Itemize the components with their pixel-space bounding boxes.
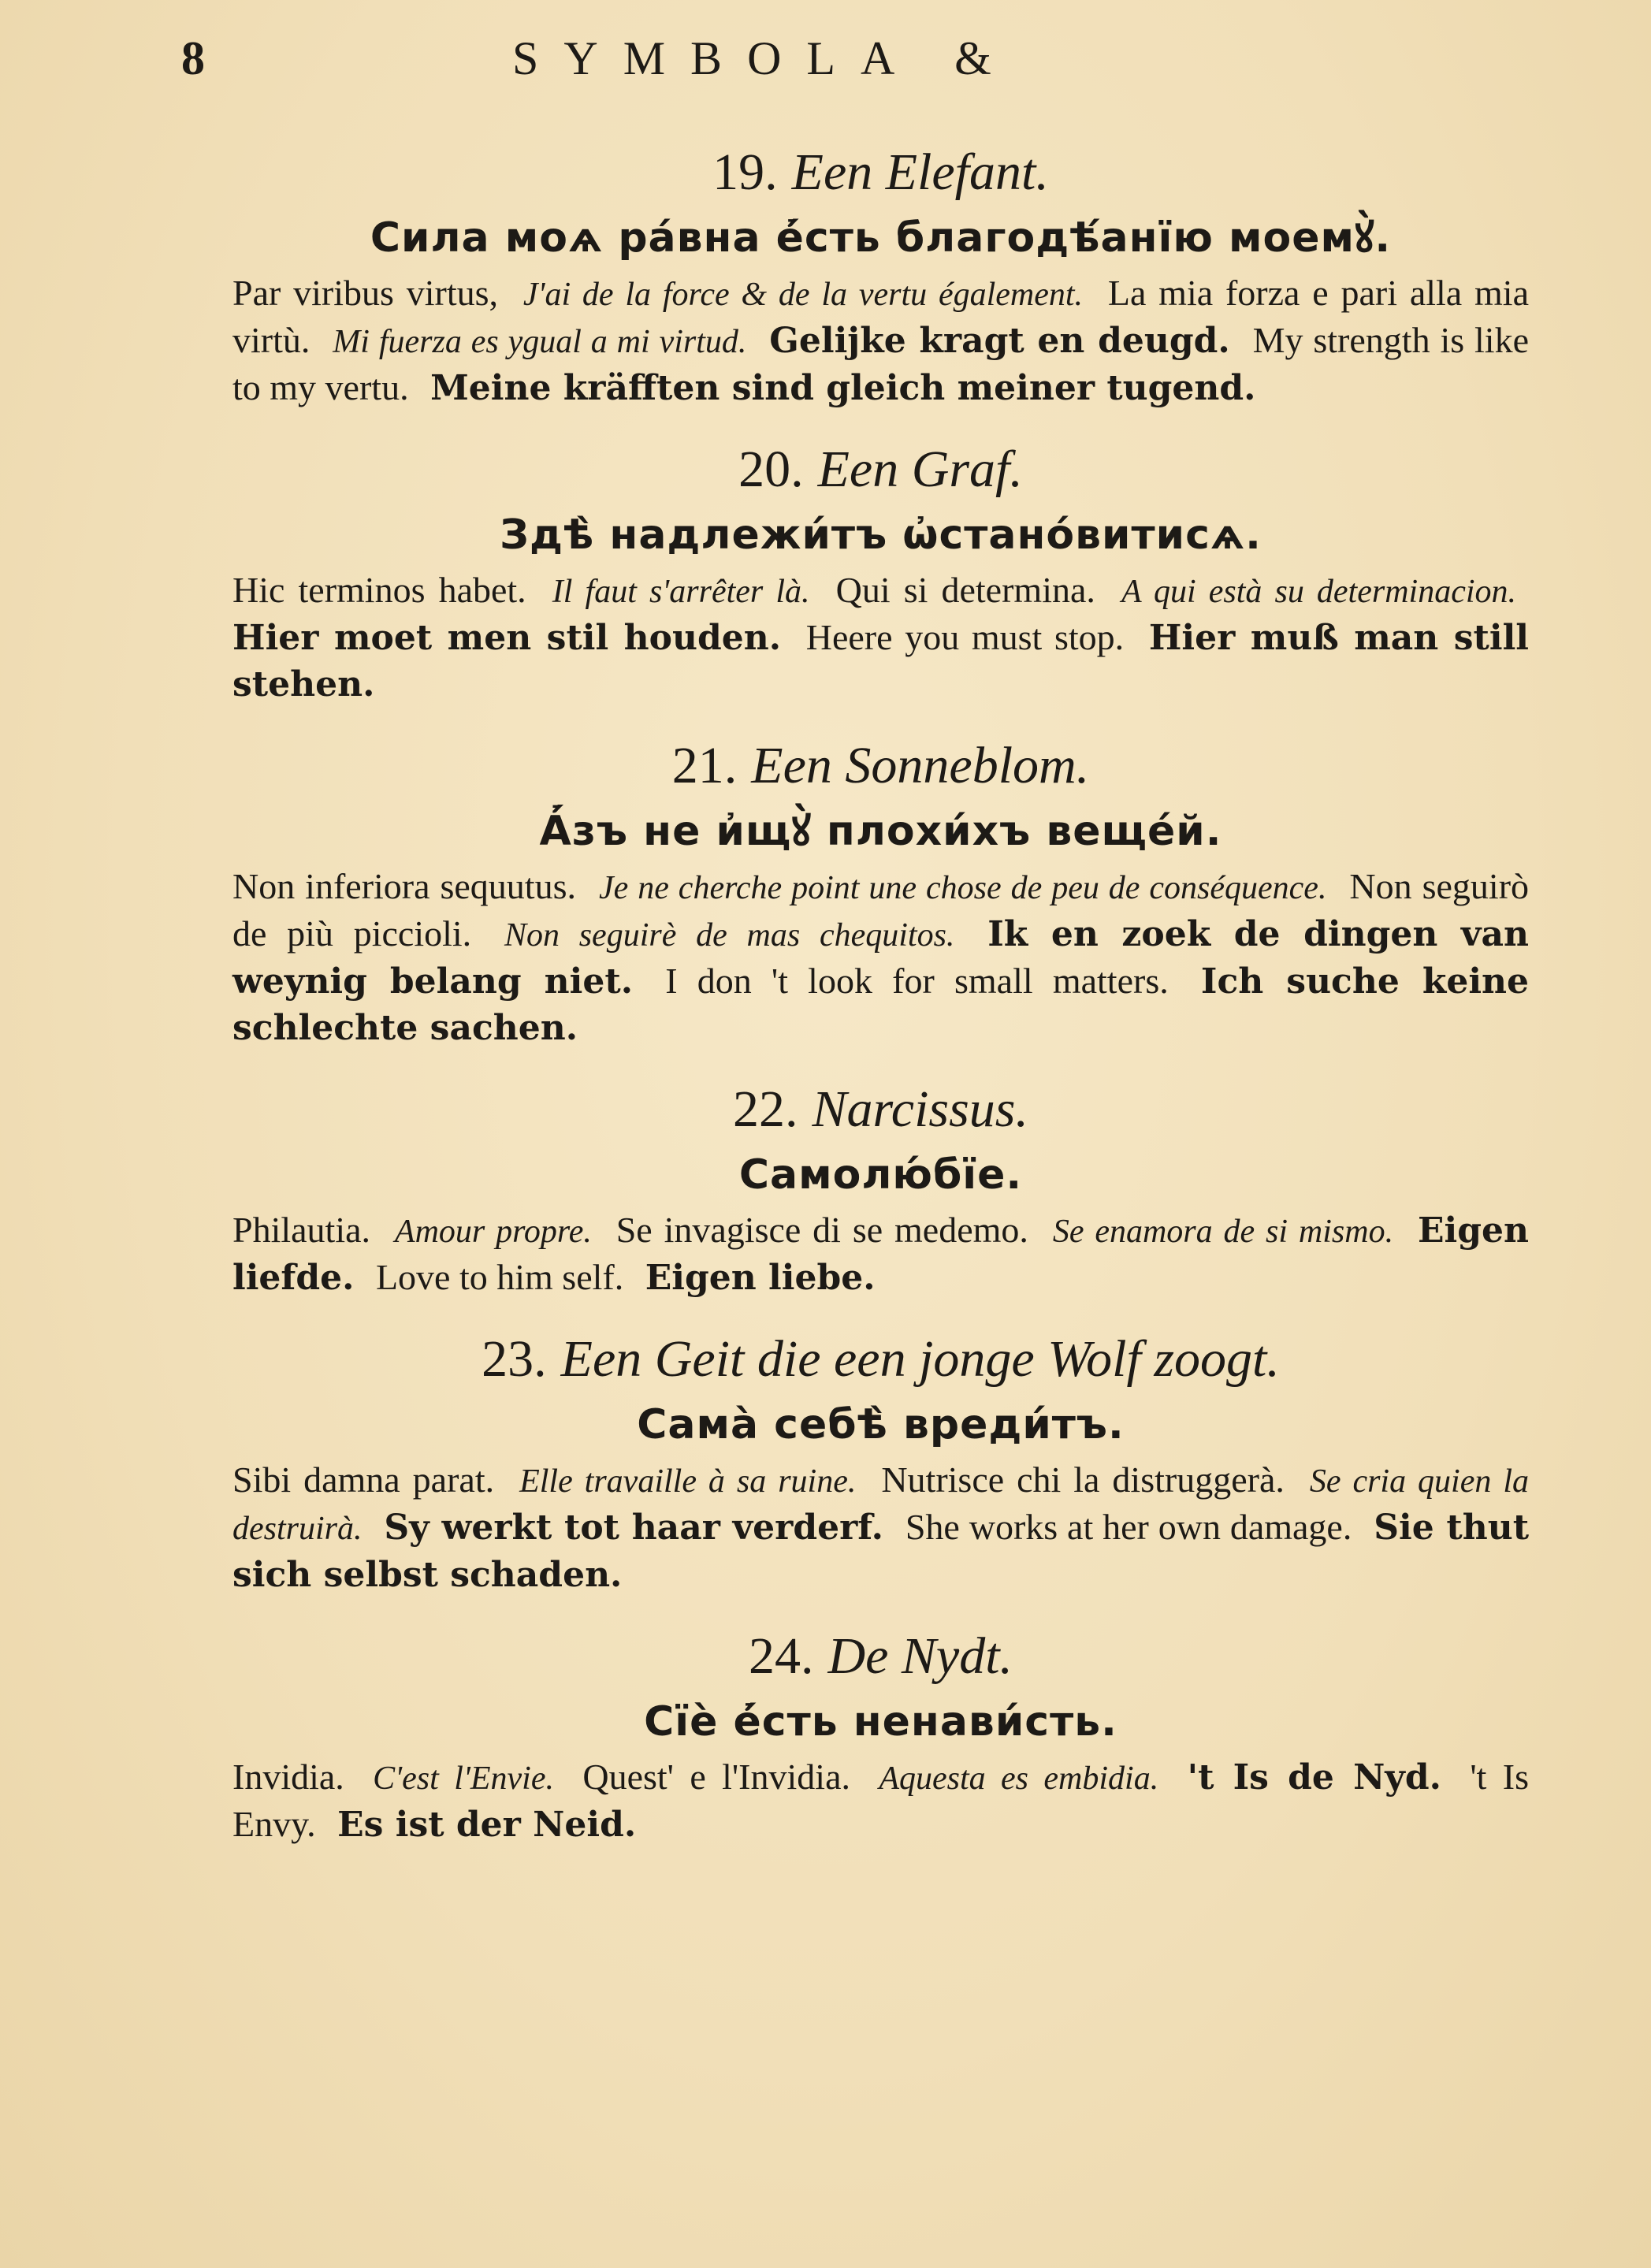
slavonic-motto: Самолю́бїе. bbox=[738, 1151, 1023, 1199]
page-content bbox=[232, 138, 1529, 1872]
entry-number: 20. bbox=[738, 441, 804, 498]
entry-title bbox=[232, 731, 1529, 801]
translation-phrase: Ich suche keine schlechte sachen. bbox=[232, 961, 1530, 1048]
translation-phrase: Se cria quien la destruirà. bbox=[232, 1463, 1529, 1547]
entry-title bbox=[232, 1325, 1529, 1394]
translation-phrase: Il faut s'arrêter là. bbox=[552, 574, 810, 610]
translation-phrase: Quest' e l'Invidia. bbox=[582, 1757, 850, 1797]
translation-phrase: My strength is like to my vertu. bbox=[232, 320, 1530, 407]
entry-title bbox=[232, 138, 1529, 207]
translation-phrase: Non seguirò de più piccioli. bbox=[232, 866, 1530, 954]
running-title: SYMBOLA & bbox=[512, 32, 1017, 84]
entry-name: Een Graf. bbox=[817, 441, 1023, 498]
entry-name: Een Sonneblom. bbox=[751, 737, 1090, 794]
translation-phrase: Par viribus virtus, bbox=[232, 273, 499, 313]
translation-phrase: Invidia. bbox=[232, 1757, 344, 1797]
translation-phrase: She works at her own damage. bbox=[905, 1507, 1352, 1547]
translations-paragraph bbox=[232, 567, 1529, 708]
entry-number: 22. bbox=[733, 1080, 798, 1138]
translation-phrase: Gelijke kragt en deugd. bbox=[769, 321, 1230, 361]
page-header bbox=[181, 32, 1517, 102]
entry-name: Een Geit die een jonge Wolf zoogt. bbox=[560, 1330, 1280, 1388]
translations-paragraph bbox=[232, 1457, 1529, 1598]
translation-phrase: Je ne cherche point une chose de peu de conséquence. bbox=[598, 870, 1327, 906]
entry-name: Een Elefant. bbox=[791, 143, 1049, 201]
translation-phrase: C'est l'Envie. bbox=[373, 1760, 554, 1797]
translation-phrase: Aquesta es embidia. bbox=[879, 1760, 1159, 1797]
slavonic-motto: Здѣ̀ надлежи́тъ ѡ҆стано́витисѧ. bbox=[500, 511, 1262, 559]
translation-phrase: Eigen liebe. bbox=[645, 1258, 876, 1298]
translations-paragraph bbox=[232, 1754, 1529, 1848]
translation-phrase: A qui està su determinacion. bbox=[1121, 574, 1517, 610]
slavonic-motto: А҆́зъ не и҆щꙋ̀ плохи́хъ веще́й. bbox=[539, 808, 1222, 855]
entry-name: Narcissus. bbox=[812, 1080, 1028, 1138]
entry-title bbox=[232, 435, 1529, 504]
translation-phrase: Hier muß man still stehen. bbox=[232, 618, 1530, 705]
translation-phrase: Ik en zoek de dingen van weynig belang niet. bbox=[232, 914, 1529, 1002]
emblem-entry bbox=[232, 435, 1529, 708]
translation-phrase: Hier moet men stil houden. bbox=[232, 618, 782, 658]
translation-phrase: Sie thut sich selbst schaden. bbox=[232, 1508, 1530, 1595]
translation-phrase: Philautia. bbox=[232, 1210, 371, 1250]
translation-phrase: Sibi damna parat. bbox=[232, 1459, 495, 1500]
translation-phrase: La mia forza e pari alla mia virtù. bbox=[232, 273, 1529, 360]
emblem-entry bbox=[232, 1622, 1529, 1848]
translation-phrase: Heere you must stop. bbox=[805, 617, 1125, 657]
emblem-entry bbox=[232, 731, 1529, 1051]
slavonic-motto: Сїѐ е҆́сть ненави́сть. bbox=[644, 1698, 1117, 1746]
translation-phrase: Meine kräfften sind gleich meiner tugend. bbox=[430, 368, 1256, 408]
translation-phrase: Es ist der Neid. bbox=[337, 1805, 637, 1845]
translations-paragraph bbox=[232, 1207, 1529, 1301]
translation-phrase: Sy werkt tot haar verderf. bbox=[384, 1508, 883, 1548]
translations-paragraph bbox=[232, 270, 1529, 411]
translation-phrase: Mi fuerza es ygual a mi virtud. bbox=[333, 324, 747, 360]
translation-phrase: Eigen liefde. bbox=[232, 1210, 1529, 1298]
translation-phrase: Hic terminos habet. bbox=[232, 570, 526, 610]
entry-number: 23. bbox=[482, 1330, 547, 1388]
translation-phrase: Elle travaille à sa ruine. bbox=[519, 1463, 857, 1500]
emblem-entry bbox=[232, 1325, 1529, 1598]
translation-phrase: J'ai de la force & de la vertu également. bbox=[522, 277, 1084, 313]
translation-phrase: Non seguirè de mas chequitos. bbox=[504, 917, 955, 954]
entry-number: 19. bbox=[712, 143, 778, 201]
translation-phrase: Se enamora de si mismo. bbox=[1052, 1214, 1394, 1250]
entry-title bbox=[232, 1622, 1529, 1691]
translations-paragraph bbox=[232, 864, 1529, 1051]
emblem-entry bbox=[232, 138, 1529, 411]
translation-phrase: Amour propre. bbox=[394, 1214, 592, 1250]
page-number: 8 bbox=[181, 32, 205, 84]
entry-number: 24. bbox=[748, 1627, 814, 1685]
slavonic-motto: Сила моѧ ра́вна е҆́сть благодѣ́анїю моемꙋ̀. bbox=[370, 214, 1392, 262]
translation-phrase: Love to him self. bbox=[375, 1257, 624, 1297]
entry-title bbox=[232, 1075, 1529, 1144]
translation-phrase: 't Is Envy. bbox=[232, 1757, 1529, 1844]
translation-phrase: Qui si determina. bbox=[835, 570, 1095, 610]
emblem-entry bbox=[232, 1075, 1529, 1301]
translation-phrase: 't Is de Nyd. bbox=[1187, 1757, 1441, 1798]
entry-name: De Nydt. bbox=[827, 1627, 1013, 1685]
translation-phrase: Se invagisce di se medemo. bbox=[615, 1210, 1028, 1250]
translation-phrase: I don 't look for small matters. bbox=[665, 961, 1169, 1001]
translation-phrase: Nutrisce chi la distruggerà. bbox=[881, 1459, 1285, 1500]
entry-number: 21. bbox=[671, 737, 738, 794]
slavonic-motto: Сама̀ себѣ̀ вреди́тъ. bbox=[637, 1401, 1125, 1448]
translation-phrase: Non inferiora sequutus. bbox=[232, 866, 576, 906]
